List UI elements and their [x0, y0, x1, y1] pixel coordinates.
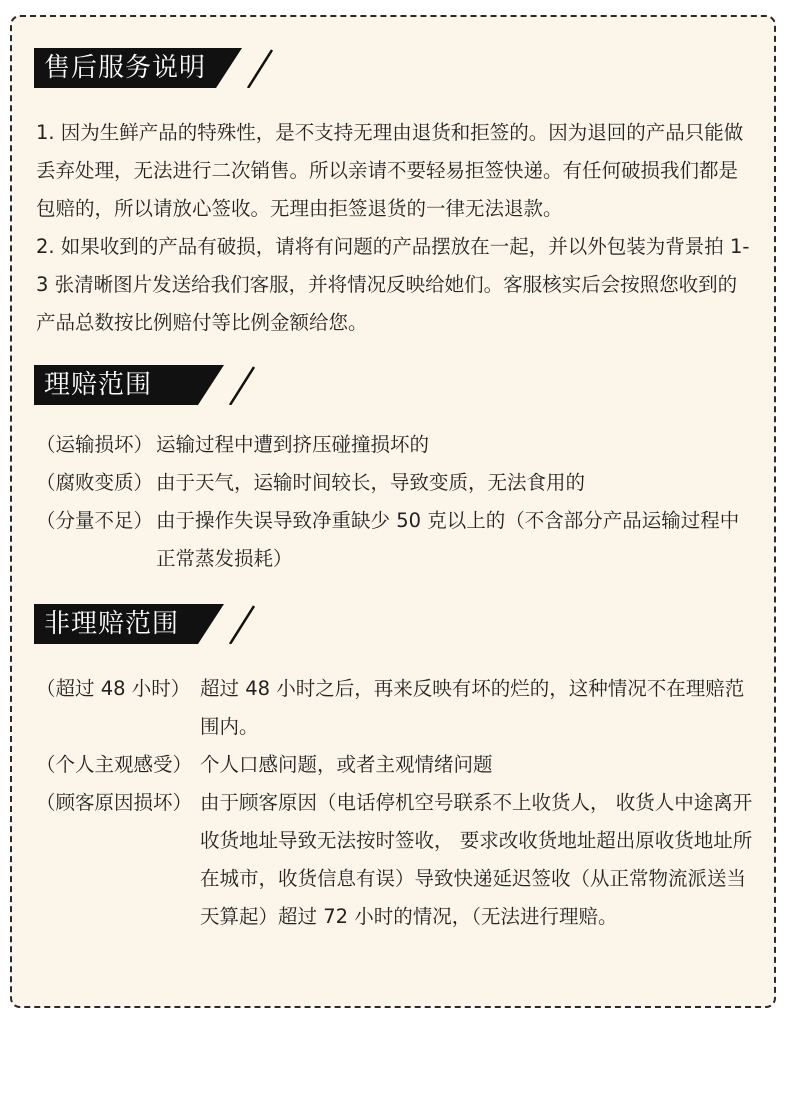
- non-claim-item-key: （个人主观感受）: [36, 753, 193, 776]
- section-title-claim-scope: [34, 365, 256, 405]
- after-sales-paragraphs: [36, 114, 754, 342]
- claim-item-key: （分量不足）: [36, 509, 154, 532]
- claim-item-value: 由于操作失误导致净重缺少 50 克以上的（不含部分产品运输过程中正常蒸发损耗）: [156, 509, 740, 570]
- non-claim-item-value: 由于顾客原因（电话停机空号联系不上收货人， 收货人中途离开收货地址导致无法按时签收， 要求改收货地址超出原收货地址所在城市，收货信息有误）导致快递延迟签收（从正常物流派送当天算起）超过 72 小时的情况，（无法进行理赔。: [200, 791, 753, 928]
- claim-item-key: （腐败变质）: [36, 471, 154, 494]
- claim-item-key: （运输损坏）: [36, 433, 154, 456]
- non-claim-item-key: （超过 48 小时）: [36, 677, 191, 700]
- section-title-text: 非理赔范围: [44, 609, 180, 639]
- claim-item-value: 运输过程中遭到挤压碰撞损坏的: [156, 433, 430, 456]
- non-claim-item-key: （顾客原因损坏）: [36, 791, 193, 814]
- paragraph-1: 1. 因为生鲜产品的特殊性，是不支持无理由退货和拒签的。因为退回的产品只能做丢弃处理，无法进行二次销售。所以亲请不要轻易拒签快递。有任何破损我们都是包赔的，所以请放心签收。无理由拒签退货的一律无法退款。: [36, 121, 744, 220]
- paragraph-2: 2. 如果收到的产品有破损，请将有问题的产品摆放在一起，并以外包装为背景拍 1-3 张清晰图片发送给我们客服，并将情况反映给她们。客服核实后会按照您收到的产品总数按比例赔付等比例金额给您。: [36, 235, 750, 334]
- non-claim-item-value: 个人口感问题，或者主观情绪问题: [200, 753, 493, 776]
- section-title-after-sales: [34, 48, 274, 88]
- claim-item-value: 由于天气，运输时间较长，导致变质，无法食用的: [156, 471, 586, 494]
- non-claim-item-value: 超过 48 小时之后，再来反映有坏的烂的，这种情况不在理赔范围内。: [200, 677, 745, 738]
- section-title-non-claim-scope: [34, 604, 256, 644]
- section-title-text: 售后服务说明: [44, 53, 207, 83]
- section-title-text: 理赔范围: [44, 370, 153, 400]
